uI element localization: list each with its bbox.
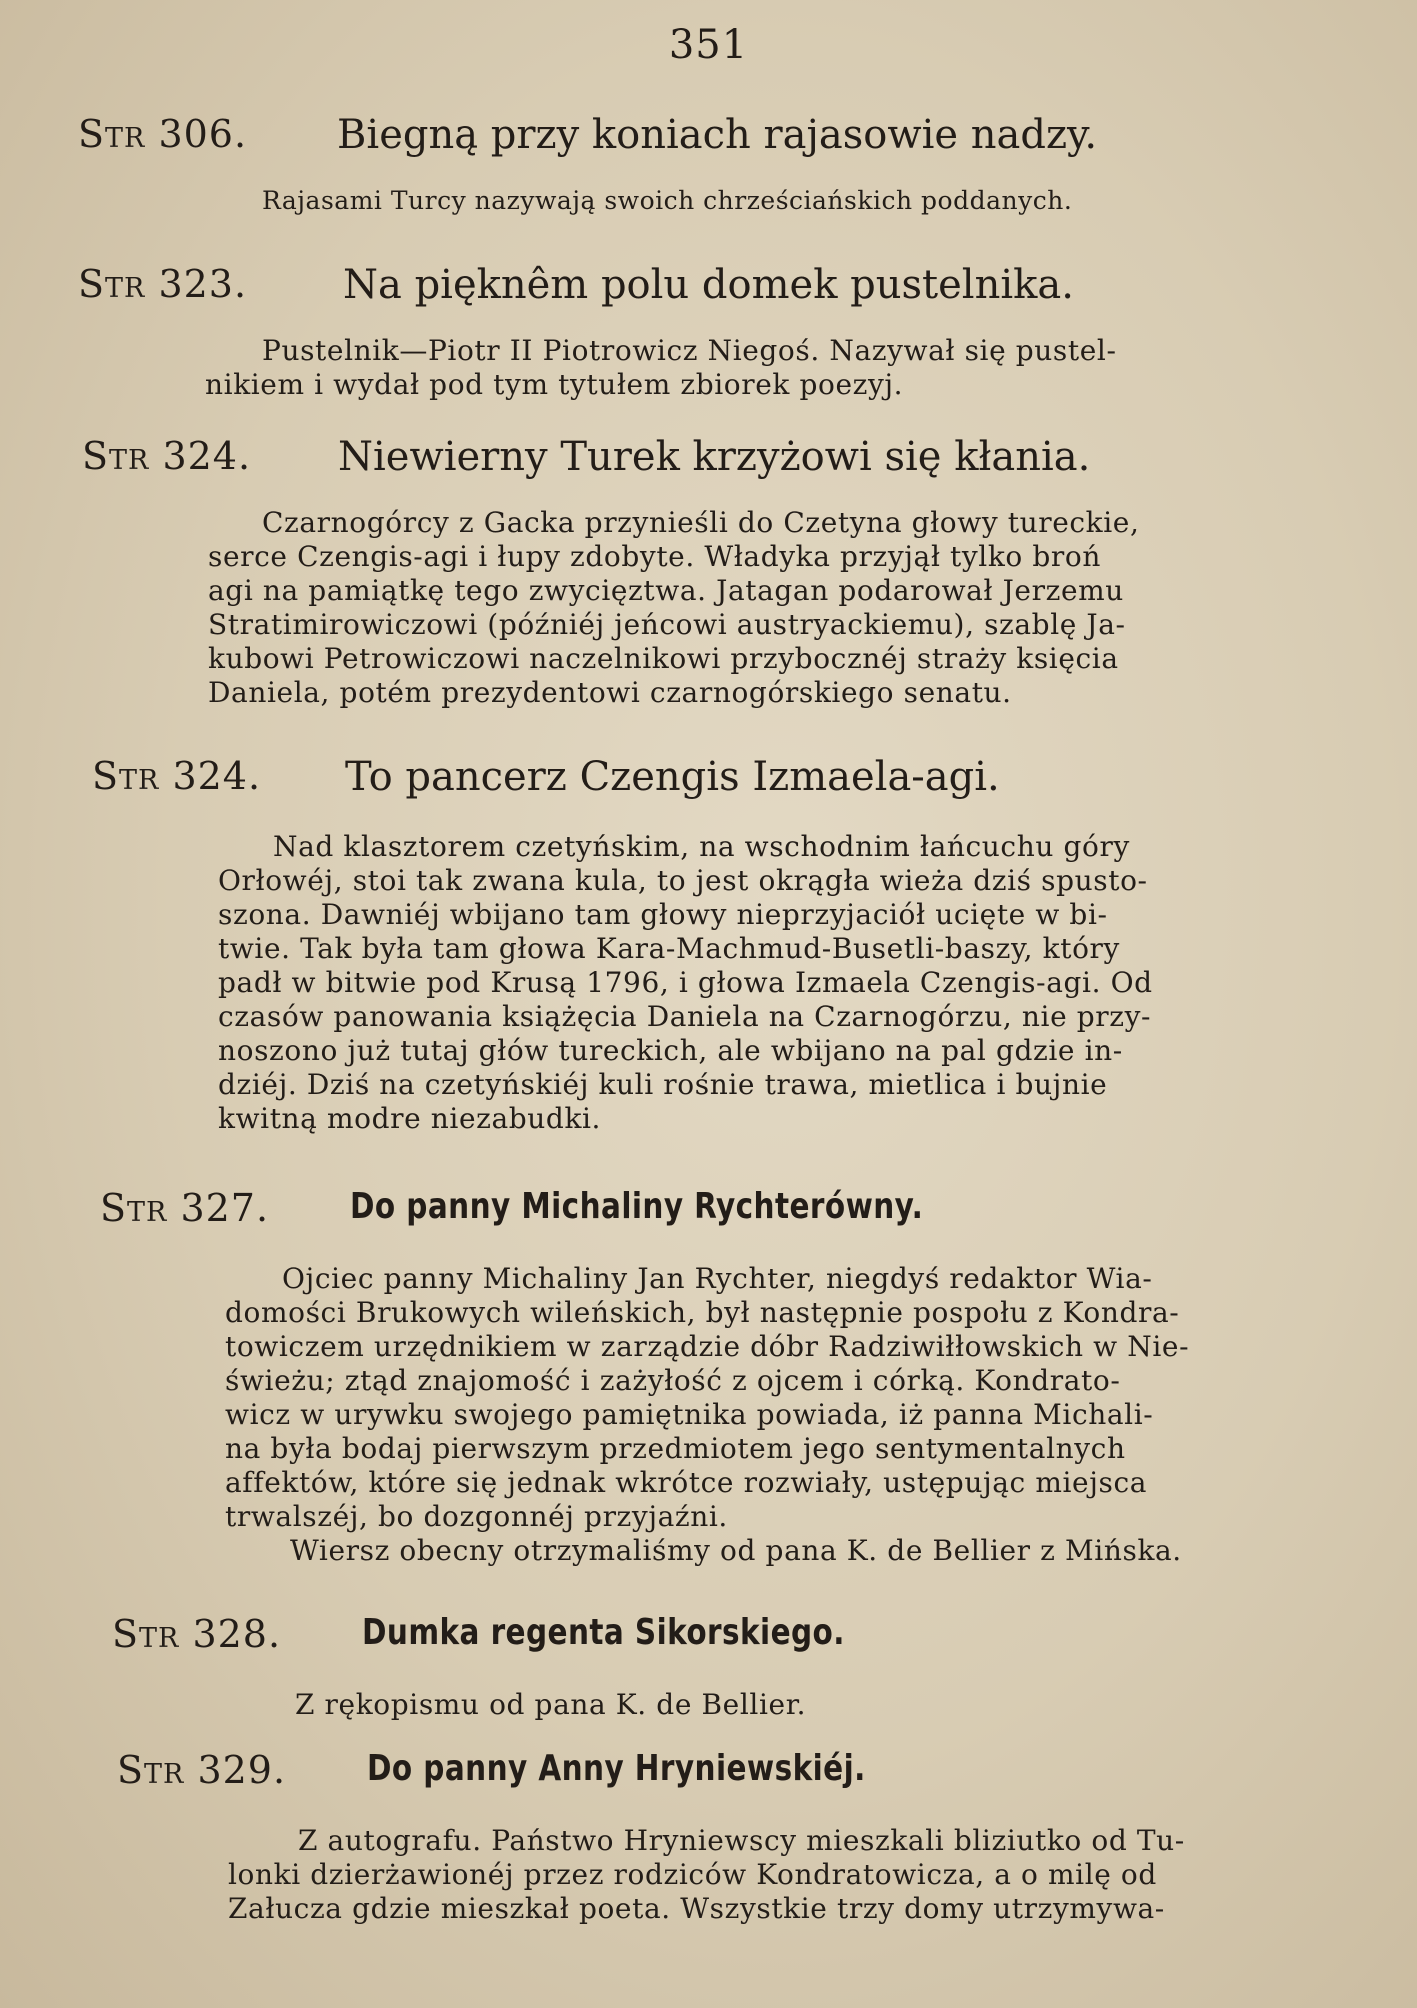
entry-title: Do panny Anny Hryniewskiéj.	[367, 1748, 866, 1789]
note-line: Rajasami Turcy nazywają swoich chrześciańskich poddanych.	[262, 186, 1073, 215]
entry-heading	[0, 754, 1417, 814]
note-line: Daniela, potém prezydentowi czarnogórskiego senatu.	[208, 676, 1012, 709]
page-reference: Str 324.	[92, 754, 262, 798]
entry-heading	[0, 1612, 1417, 1672]
page-reference: Str 328.	[112, 1612, 282, 1656]
note-line: świeżu; ztąd znajomość i zażyłość z ojcem i córką. Kondrato-	[225, 1364, 1121, 1397]
entry-title: To pancerz Czengis Izmaela-agi.	[345, 754, 1000, 800]
note-entry	[0, 112, 1417, 215]
note-line: serce Czengis-agi i łupy zdobyte. Władyka przyjął tylko broń	[208, 540, 1101, 573]
note-entry	[0, 262, 1417, 401]
note-entry	[0, 754, 1417, 1135]
entry-heading	[0, 1748, 1417, 1808]
note-line: kwitną modre niezabudki.	[218, 1102, 602, 1135]
entry-title: Niewierny Turek krzyżowi się kłania.	[338, 434, 1091, 480]
note-line: nikiem i wydał pod tym tytułem zbiorek poezyj.	[205, 368, 904, 401]
entry-heading	[0, 262, 1417, 322]
entry-title: Dumka regenta Sikorskiego.	[362, 1612, 845, 1653]
note-line: Nad klasztorem czetyńskim, na wschodnim łańcuchu góry	[273, 830, 1130, 863]
note-entry	[0, 1748, 1417, 1925]
entry-heading	[0, 1186, 1417, 1246]
note-line: affektów, które się jednak wkrótce rozwiały, ustępując miejsca	[225, 1466, 1148, 1499]
entry-title: Biegną przy koniach rajasowie nadzy.	[337, 112, 1098, 158]
note-line: Stratimirowiczowi (późniéj jeńcowi austryackiemu), szablę Ja-	[208, 608, 1126, 641]
page-reference: Str 324.	[82, 434, 252, 478]
page-reference: Str 327.	[100, 1186, 270, 1230]
note-line: Orłowéj, stoi tak zwana kula, to jest okrągła wieża dziś spusto-	[218, 864, 1148, 897]
note-line: towiczem urzędnikiem w zarządzie dóbr Radziwiłłowskich w Nie-	[225, 1330, 1190, 1363]
note-line: czasów panowania książęcia Daniela na Czarnogórzu, nie przy-	[218, 1000, 1152, 1033]
entry-title: Na pięknêm polu domek pustelnika.	[343, 262, 1074, 308]
note-line: twie. Tak była tam głowa Kara-Machmud-Busetli-baszy, który	[218, 932, 1120, 965]
note-line: wicz w urywku swojego pamiętnika powiada, iż panna Michali-	[225, 1398, 1154, 1431]
note-line: agi na pamiątkę tego zwycięztwa. Jatagan podarował Jerzemu	[208, 574, 1124, 607]
note-line: dziéj. Dziś na czetyńskiéj kuli rośnie trawa, mietlica i bujnie	[218, 1068, 1108, 1101]
note-entry	[0, 1186, 1417, 1567]
note-line: Z rękopismu od pana K. de Bellier.	[295, 1688, 807, 1721]
note-entry	[0, 1612, 1417, 1721]
note-line: Ojciec panny Michaliny Jan Rychter, niegdyś redaktor Wia-	[282, 1262, 1153, 1295]
note-line: Z autografu. Państwo Hryniewscy mieszkali bliziutko od Tu-	[298, 1824, 1185, 1857]
note-line: na była bodaj pierwszym przedmiotem jego sentymentalnych	[225, 1432, 1126, 1465]
note-line: padł w bitwie pod Krusą 1796, i głowa Izmaela Czengis-agi. Od	[218, 966, 1153, 999]
note-line: szona. Dawniéj wbijano tam głowy nieprzyjaciół ucięte w bi-	[218, 898, 1108, 931]
note-line: domości Brukowych wileńskich, był następnie pospołu z Kondra-	[225, 1296, 1180, 1329]
page-reference: Str 306.	[78, 112, 248, 156]
note-line: Czarnogórcy z Gacka przynieśli do Czetyna głowy tureckie,	[262, 506, 1140, 539]
entry-title: Do panny Michaliny Rychterówny.	[350, 1186, 924, 1227]
note-line: lonki dzierżawionéj przez rodziców Kondratowicza, a o milę od	[228, 1858, 1157, 1891]
page-reference: Str 323.	[78, 262, 248, 306]
note-line: Wiersz obecny otrzymaliśmy od pana K. de Bellier z Mińska.	[290, 1534, 1182, 1567]
page-reference: Str 329.	[117, 1748, 287, 1792]
note-line: trwalszéj, bo dozgonnéj przyjaźni.	[225, 1500, 728, 1533]
page-number: 351	[668, 22, 749, 68]
note-line: kubowi Petrowiczowi naczelnikowi przybocznéj straży księcia	[208, 642, 1119, 675]
entry-heading	[0, 434, 1417, 494]
note-entry	[0, 434, 1417, 709]
note-line: Załucza gdzie mieszkał poeta. Wszystkie trzy domy utrzymywa-	[228, 1892, 1165, 1925]
entry-heading	[0, 112, 1417, 172]
note-line: Pustelnik—Piotr II Piotrowicz Niegoś. Nazywał się pustel-	[262, 334, 1117, 367]
note-line: noszono już tutaj głów tureckich, ale wbijano na pal gdzie in-	[218, 1034, 1123, 1067]
